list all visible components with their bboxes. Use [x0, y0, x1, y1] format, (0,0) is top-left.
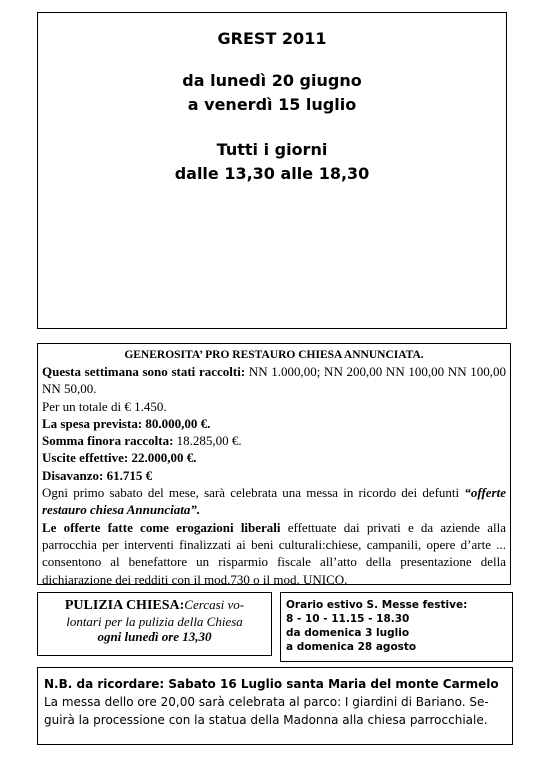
offerte-text: effettuate dai privati e da aziende alla parrocchia per interventi finalizzati ai beni culturali:chiese, campanili, opere d’arte ... consentono al benefattore un risparmio fiscale all’atto della presentazione della dichiarazione dei redditi con il mod.730 o il mod. UNICO.	[42, 519, 506, 587]
grest-dates	[38, 69, 506, 117]
somma-label: Somma finora raccolta:	[42, 433, 174, 449]
grest-time-days: Tutti i giorni	[216, 140, 328, 159]
nb-line2: guirà la processione con la statua della Madonna alla chiesa parrocchiale.	[44, 713, 488, 727]
somma-line	[42, 432, 506, 449]
nb-line1: La messa dello ore 20,00 sarà celebrata al parco: I giardini di Bariano. Se-	[44, 695, 489, 709]
pulizia-box	[37, 592, 272, 656]
generosita-title: GENEROSITA’ PRO RESTAURO CHIESA ANNUNCIATA.	[124, 349, 424, 361]
orario-title: Orario estivo S. Messe festive:	[286, 599, 468, 611]
pulizia-when: ogni lunedì ore 13,30	[97, 629, 212, 644]
grest-dates-end: a venerdì 15 luglio	[187, 95, 357, 114]
nb-title: N.B. da ricordare: Sabato 16 Luglio santa Maria del monte Carmelo	[44, 677, 499, 691]
grest-box	[37, 12, 507, 329]
messa-paragraph	[42, 484, 506, 519]
pulizia-italic1: Cercasi vo-	[184, 597, 245, 612]
orario-times: 8 - 10 - 11.15 - 18.30	[286, 613, 410, 625]
orario-from: da domenica 3 luglio	[286, 627, 410, 639]
raccolti-value: NN 1.000,00; NN 200,00 NN 100,00 NN 100,00 NN 50,00.	[42, 364, 506, 397]
grest-time	[38, 138, 506, 186]
pulizia-line1	[38, 597, 271, 614]
generosita-box	[37, 343, 511, 585]
raccolti-label: Questa settimana sono stati raccolti:	[42, 364, 246, 379]
pulizia-italic2: lontari per la pulizia della Chiesa	[66, 613, 243, 629]
raccolti-paragraph	[42, 363, 506, 398]
totale-line: Per un totale di € 1.450.	[42, 398, 167, 414]
pulizia-label: PULIZIA CHIESA:	[64, 598, 185, 613]
orario-box	[280, 592, 513, 662]
offerte-paragraph	[42, 519, 506, 588]
spesa-prevista-line: La spesa prevista: 80.000,00 €.	[42, 415, 211, 431]
grest-dates-start: da lunedì 20 giugno	[182, 71, 362, 90]
grest-time-hours: dalle 13,30 alle 18,30	[174, 164, 370, 183]
offerte-label: Le offerte fatte come erogazioni liberali	[42, 519, 281, 535]
grest-title: GREST 2011	[217, 29, 327, 48]
somma-value: 18.285,00 €.	[173, 433, 242, 449]
uscite-line: Uscite effettive: 22.000,00 €.	[42, 450, 197, 466]
disavanzo-line: Disavanzo: 61.715 €	[42, 467, 153, 483]
nb-box	[37, 667, 513, 745]
messa-text: Ogni primo sabato del mese, sarà celebrata una messa in ricordo dei defunti	[42, 485, 465, 501]
messa-italic: “offerte restauro chiesa Annunciata”.	[42, 485, 506, 518]
orario-to: a domenica 28 agosto	[286, 641, 417, 653]
